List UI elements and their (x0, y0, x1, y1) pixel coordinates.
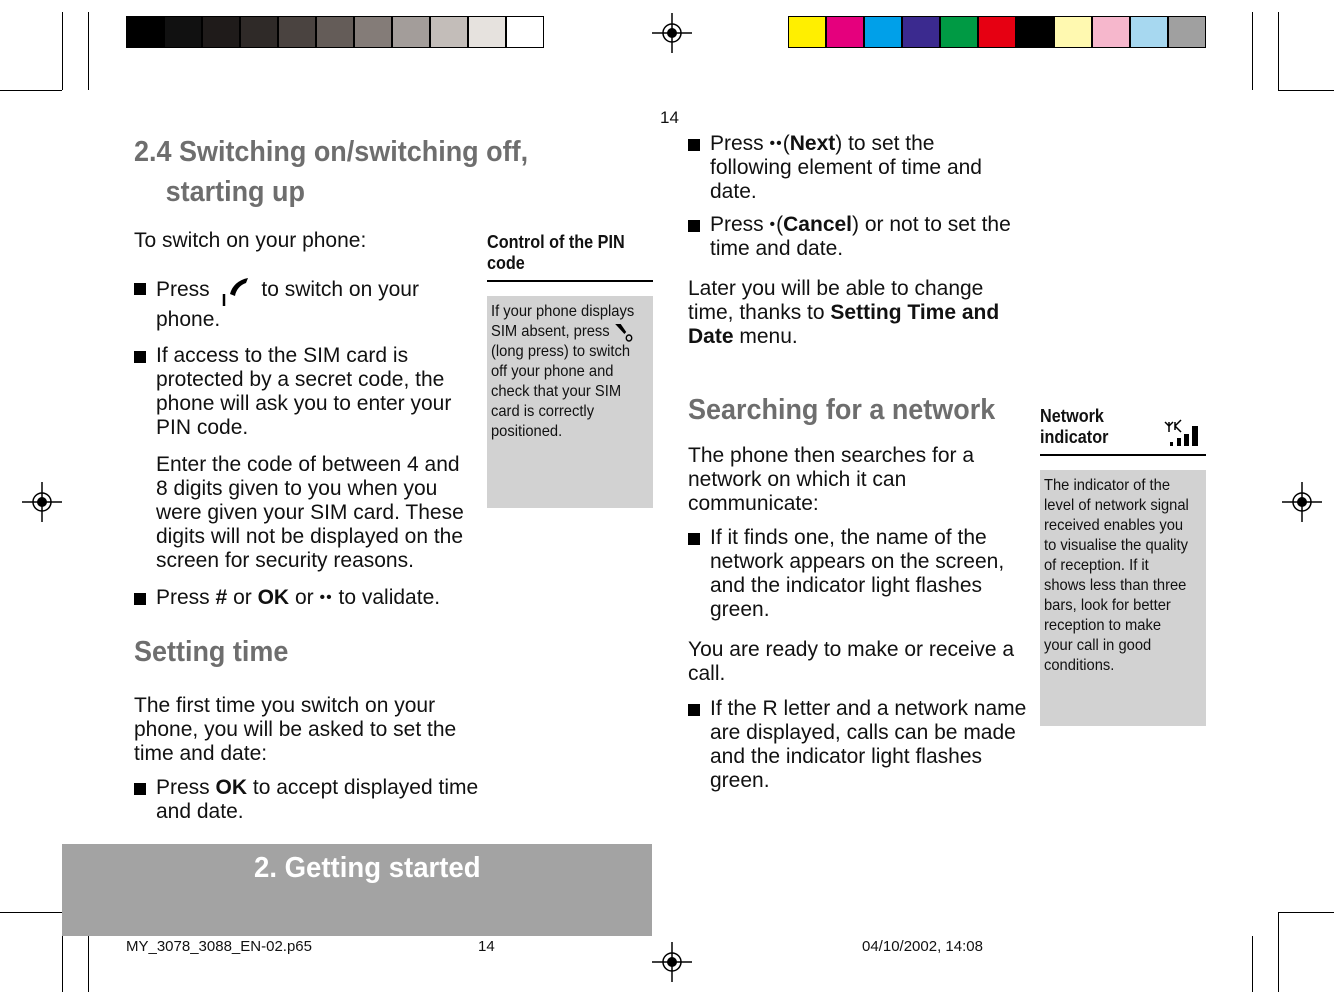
list-item: Press ••(Next) to set the following element of time and date. (688, 132, 1018, 204)
color-swatch (354, 16, 392, 48)
crop-mark (0, 90, 62, 91)
list-item (688, 697, 1028, 793)
cmyk-color-bar (788, 16, 1206, 48)
setting-time-paragraph: The first time you switch on your phone, you will be asked to set the time and date: (134, 694, 457, 765)
crop-mark (1278, 912, 1279, 992)
searching-network-heading: Searching for a network (688, 394, 996, 426)
list-item (134, 776, 494, 824)
section-title (134, 132, 528, 212)
color-swatch (240, 16, 278, 48)
crop-mark (1252, 936, 1253, 992)
crop-mark (0, 912, 62, 913)
crop-mark (1278, 12, 1279, 90)
list-item (134, 586, 494, 610)
menu-name: Setting Time and Date (688, 301, 1000, 348)
footer-page-number: 14 (478, 938, 495, 955)
color-swatch (1168, 16, 1206, 48)
bullet-square (688, 704, 700, 716)
color-swatch (940, 16, 978, 48)
crop-mark (1278, 912, 1334, 913)
bullet-text: to switch on your (261, 278, 419, 301)
bullet-text: to set the following element of time and date. (710, 132, 982, 203)
sidebar-heading-line1: Network (1040, 406, 1104, 426)
section-title-line2: starting up (165, 176, 305, 208)
color-swatch (978, 16, 1016, 48)
section-title-line1: 2.4 Switching on/switching off, (134, 136, 529, 168)
bullet-text: phone. (156, 308, 221, 331)
registration-mark-icon (1282, 482, 1322, 522)
end-call-key-icon (614, 322, 634, 342)
bullet-square (134, 593, 146, 605)
color-swatch (392, 16, 430, 48)
bullet-text: or not to set the time and date. (710, 213, 1011, 260)
bullet-text: Press (710, 213, 764, 236)
list-item (134, 276, 474, 332)
sidebar-heading-line2: indicator (1040, 427, 1109, 447)
crop-mark (88, 936, 89, 992)
grayscale-color-bar (126, 16, 544, 48)
crop-mark (88, 12, 89, 90)
bullet-square (134, 283, 146, 295)
sidebar-heading-line2: code (487, 253, 525, 273)
footer-datetime: 04/10/2002, 14:08 (862, 938, 983, 955)
color-swatch (1092, 16, 1130, 48)
sidebar-text: The indicator of the level of network signal received enables you to visualise the quality of reception. If it shows less than three bars, look for better reception to make your call in good conditions. (1044, 477, 1189, 674)
sidebar-text-part: If your phone displays SIM absent, press (491, 303, 635, 340)
bullet-square (688, 533, 700, 545)
bullet-square (134, 351, 146, 363)
bullet-text: If the R letter and a network name are displayed, calls can be made and the indicator light flashes green. (710, 697, 1027, 792)
bullet-square (134, 783, 146, 795)
sidebar-text-part: (long press) to switch off your phone and check that your SIM card is correctly positioned. (491, 343, 631, 440)
softkey-dot-icon: • (769, 216, 777, 233)
bullet-text: Press (156, 776, 210, 799)
crop-mark (1252, 12, 1253, 90)
next-key-label: Next (789, 132, 836, 155)
ok-key-label: OK (215, 776, 248, 799)
sidebar-rule (487, 280, 653, 282)
pin-sidebar-note (487, 232, 653, 508)
crop-mark (62, 12, 63, 90)
softkey-dots-icon: •• (319, 589, 333, 606)
cancel-key-label: Cancel (783, 213, 853, 236)
search-paragraph: The phone then searches for a network on which it can communicate: (688, 444, 975, 515)
ok-key-label: OK (257, 586, 290, 609)
ready-paragraph: You are ready to make or receive a call. (688, 638, 1015, 685)
softkey-dots-icon: •• (769, 135, 783, 152)
color-swatch (1054, 16, 1092, 48)
chapter-title: 2. Getting started (254, 852, 481, 884)
setting-time-heading: Setting time (134, 636, 289, 668)
bullet-text: Press (156, 586, 210, 609)
registration-mark-icon (22, 482, 62, 522)
color-swatch (278, 16, 316, 48)
registration-mark-icon (652, 942, 692, 982)
page-number: 14 (660, 108, 679, 127)
bullet-text: Press (710, 132, 764, 155)
color-swatch (1130, 16, 1168, 48)
call-key-icon (216, 276, 256, 308)
color-swatch (506, 16, 544, 48)
bullet-text: If it finds one, the name of the network appears on the screen, and the indicator light flashes green. (710, 526, 1005, 621)
sidebar-body (487, 296, 653, 508)
hash-key-label: # (215, 586, 228, 609)
bullet-text: or (233, 586, 252, 609)
signal-strength-icon (1164, 418, 1208, 448)
color-swatch (202, 16, 240, 48)
pin-code-paragraph: Enter the code of between 4 and 8 digits given to you when you were given your SIM card. These digits will not be displayed on the screen for security reasons. (156, 453, 464, 572)
network-sidebar-note (1040, 406, 1206, 726)
color-swatch (468, 16, 506, 48)
later-paragraph (688, 277, 1018, 349)
color-swatch (1016, 16, 1054, 48)
bullet-text: Press (156, 278, 210, 301)
color-swatch (826, 16, 864, 48)
list-item (688, 526, 1018, 622)
sidebar-rule (1040, 454, 1206, 456)
bullet-square (688, 220, 700, 232)
file-name: MY_3078_3088_EN-02.p65 (126, 938, 312, 955)
color-swatch (902, 16, 940, 48)
list-item: Press •(Cancel) or not to set the time and date. (688, 213, 1034, 261)
sidebar-text (491, 302, 636, 442)
color-swatch (864, 16, 902, 48)
color-swatch (430, 16, 468, 48)
bullet-square (688, 139, 700, 151)
bullet-text: to accept displayed time and date. (156, 776, 479, 823)
bullet-text: to validate. (338, 586, 441, 609)
bullet-text: or (294, 586, 314, 609)
crop-mark (1278, 90, 1334, 91)
list-item (134, 344, 474, 440)
paragraph-text: menu. (739, 325, 798, 348)
sidebar-heading-line1: Control of the PIN (487, 232, 625, 252)
color-swatch (316, 16, 354, 48)
intro-text: To switch on your phone: (134, 229, 367, 252)
sidebar-heading (487, 232, 636, 280)
paragraph-text: Later you will be able to change time, thanks to (688, 277, 984, 324)
registration-mark-icon (652, 13, 692, 53)
sidebar-body (1040, 470, 1206, 726)
color-swatch (126, 16, 164, 48)
color-swatch (164, 16, 202, 48)
bullet-text: If access to the SIM card is protected by a secret code, the phone will ask you to enter your PIN code. (156, 344, 452, 439)
color-swatch (788, 16, 826, 48)
